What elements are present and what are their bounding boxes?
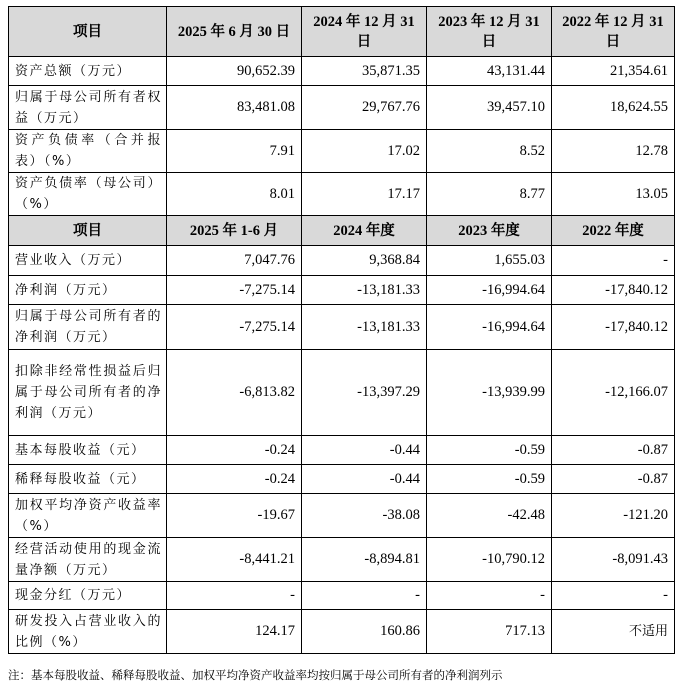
table-row	[9, 246, 675, 276]
cell-value: -8,894.81	[302, 538, 427, 582]
cell-value: -42.48	[427, 494, 552, 538]
row-label: 现金分红（万元）	[9, 582, 167, 610]
cell-value: 1,655.03	[427, 246, 552, 276]
cell-value: -19.67	[167, 494, 302, 538]
header-date-2024-12-31: 2024 年 12 月 31 日	[302, 7, 427, 57]
cell-value: -17,840.12	[552, 276, 675, 305]
cell-value: 83,481.08	[167, 86, 302, 130]
cell-value: -0.59	[427, 436, 552, 465]
row-label: 研发投入占营业收入的比例（%）	[9, 610, 167, 654]
row-label: 资产负债率（母公司）（%）	[9, 173, 167, 216]
cell-value: 18,624.55	[552, 86, 675, 130]
table-row	[9, 436, 675, 465]
cell-value: -13,939.99	[427, 350, 552, 436]
cell-value: -0.44	[302, 465, 427, 494]
cell-value: 35,871.35	[302, 57, 427, 86]
cell-value: 不适用	[552, 610, 675, 654]
table-row	[9, 494, 675, 538]
financial-table-container	[8, 6, 674, 654]
table-row	[9, 130, 675, 173]
row-label: 扣除非经常性损益后归属于母公司所有者的净利润（万元）	[9, 350, 167, 436]
cell-value: 12.78	[552, 130, 675, 173]
header-date-2022-12-31: 2022 年 12 月 31 日	[552, 7, 675, 57]
cell-value: 29,767.76	[302, 86, 427, 130]
table-row	[9, 350, 675, 436]
table-row	[9, 57, 675, 86]
row-label: 归属于母公司所有者的净利润（万元）	[9, 305, 167, 350]
row-label: 经营活动使用的现金流量净额（万元）	[9, 538, 167, 582]
cell-value: 39,457.10	[427, 86, 552, 130]
cell-value: -13,397.29	[302, 350, 427, 436]
header-item-label: 项目	[9, 7, 167, 57]
table-row	[9, 276, 675, 305]
row-label: 归属于母公司所有者权益（万元）	[9, 86, 167, 130]
cell-value: -0.59	[427, 465, 552, 494]
cell-value: -13,181.33	[302, 305, 427, 350]
cell-value: 17.02	[302, 130, 427, 173]
header-item-label: 项目	[9, 216, 167, 246]
cell-value: -121.20	[552, 494, 675, 538]
row-label: 资产负债率（合并报表）（%）	[9, 130, 167, 173]
cell-value: 8.52	[427, 130, 552, 173]
cell-value: -16,994.64	[427, 305, 552, 350]
cell-value: -16,994.64	[427, 276, 552, 305]
cell-value: -8,441.21	[167, 538, 302, 582]
header-period-2024: 2024 年度	[302, 216, 427, 246]
table-row	[9, 305, 675, 350]
row-label: 营业收入（万元）	[9, 246, 167, 276]
row-label: 净利润（万元）	[9, 276, 167, 305]
table-row	[9, 465, 675, 494]
row-label: 基本每股收益（元）	[9, 436, 167, 465]
cell-value: 17.17	[302, 173, 427, 216]
cell-value: -0.44	[302, 436, 427, 465]
balance-header-row	[9, 7, 675, 57]
financial-summary-table	[8, 6, 675, 654]
cell-value: 9,368.84	[302, 246, 427, 276]
cell-value: -10,790.12	[427, 538, 552, 582]
cell-value: -17,840.12	[552, 305, 675, 350]
table-footnote: 注：基本每股收益、稀释每股收益、加权平均净资产收益率均按归属于母公司所有者的净利润列示	[8, 668, 503, 682]
cell-value: -7,275.14	[167, 276, 302, 305]
cell-value: -0.87	[552, 465, 675, 494]
cell-value: -7,275.14	[167, 305, 302, 350]
header-period-2025-h1: 2025 年 1-6 月	[167, 216, 302, 246]
cell-value: -	[552, 246, 675, 276]
cell-value: -12,166.07	[552, 350, 675, 436]
table-row	[9, 582, 675, 610]
cell-value: -13,181.33	[302, 276, 427, 305]
cell-value: 7,047.76	[167, 246, 302, 276]
header-period-2022: 2022 年度	[552, 216, 675, 246]
cell-value: 160.86	[302, 610, 427, 654]
cell-value: -	[302, 582, 427, 610]
row-label: 加权平均净资产收益率（%）	[9, 494, 167, 538]
cell-value: 13.05	[552, 173, 675, 216]
cell-value: -	[427, 582, 552, 610]
cell-value: -0.24	[167, 436, 302, 465]
cell-value: 124.17	[167, 610, 302, 654]
header-date-2023-12-31: 2023 年 12 月 31 日	[427, 7, 552, 57]
cell-value: -0.87	[552, 436, 675, 465]
cell-value: 7.91	[167, 130, 302, 173]
cell-value: 717.13	[427, 610, 552, 654]
header-period-2023: 2023 年度	[427, 216, 552, 246]
table-row	[9, 86, 675, 130]
header-date-2025-06-30: 2025 年 6 月 30 日	[167, 7, 302, 57]
row-label: 稀释每股收益（元）	[9, 465, 167, 494]
cell-value: 90,652.39	[167, 57, 302, 86]
cell-value: -8,091.43	[552, 538, 675, 582]
income-header-row	[9, 216, 675, 246]
row-label: 资产总额（万元）	[9, 57, 167, 86]
table-row	[9, 538, 675, 582]
table-row	[9, 173, 675, 216]
cell-value: 8.77	[427, 173, 552, 216]
cell-value: -6,813.82	[167, 350, 302, 436]
cell-value: 21,354.61	[552, 57, 675, 86]
cell-value: -	[167, 582, 302, 610]
cell-value: 8.01	[167, 173, 302, 216]
cell-value: -0.24	[167, 465, 302, 494]
cell-value: -38.08	[302, 494, 427, 538]
cell-value: -	[552, 582, 675, 610]
table-row	[9, 610, 675, 654]
cell-value: 43,131.44	[427, 57, 552, 86]
